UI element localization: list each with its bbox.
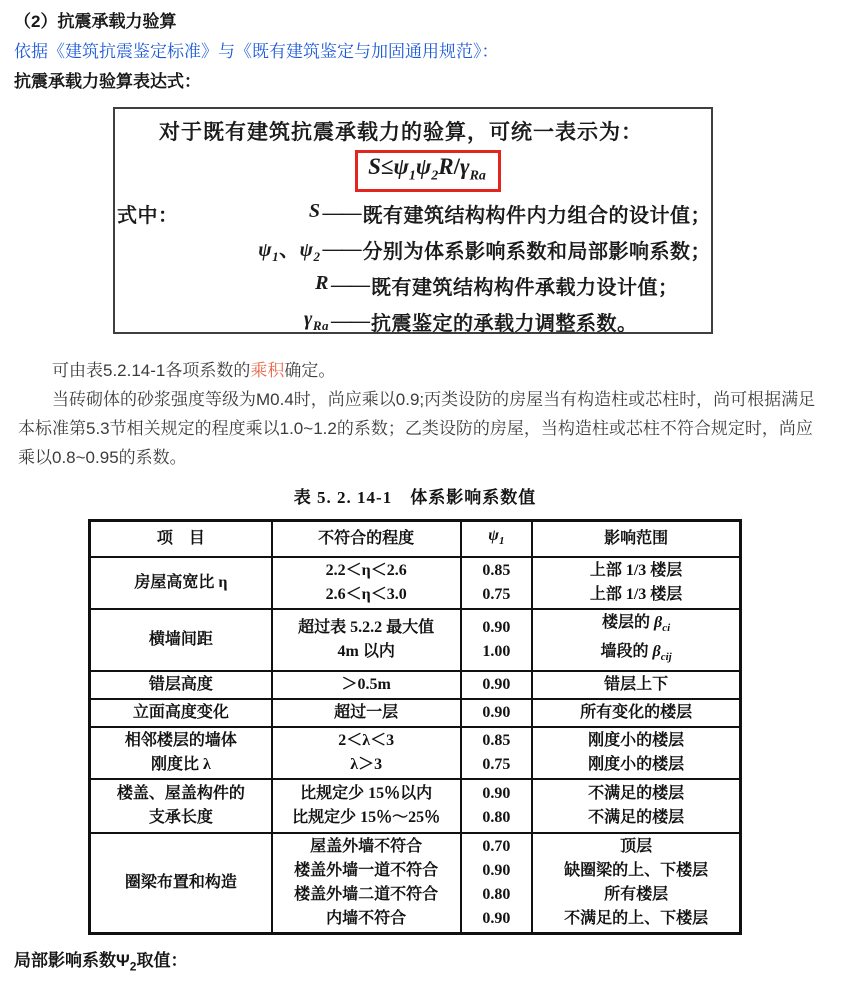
psi1-subscript: 1	[408, 168, 416, 184]
cell-item: 房屋高宽比 η	[90, 557, 272, 609]
table-header-row	[90, 521, 741, 557]
cell-psi: 0.90	[461, 699, 533, 727]
cell-degree: 比规定少 15％以内 比规定少 15％～25％	[272, 779, 461, 833]
cell-degree: 屋盖外墙不符合 楼盖外墙一道不符合 楼盖外墙二道不符合 内墙不符合	[272, 833, 461, 934]
def-description: 既有建筑结构构件承载力设计值；	[371, 276, 679, 299]
definition-term	[117, 272, 329, 298]
cell-range: 顶层 缺圈梁的上、下楼层 所有楼层 不满足的上、下楼层	[532, 833, 740, 934]
def-prefix: 式中：	[117, 204, 179, 227]
beta-symbol: β	[652, 642, 661, 660]
definition-term	[117, 308, 329, 334]
table-row	[90, 727, 741, 779]
cell-item: 错层高度	[90, 671, 272, 699]
cell-psi: 0.70 0.90 0.80 0.90	[461, 833, 533, 934]
beta-symbol: β	[654, 613, 663, 631]
reference-standards-line: 依据《建筑抗震鉴定标准》与《既有建筑鉴定与加固通用规范》：	[14, 42, 499, 61]
cell-degree: 2.2＜η＜2.6 2.6＜η＜3.0	[272, 557, 461, 609]
header-psi: $\psi_1$	[461, 521, 533, 557]
paragraph-mortar: 当砖砌体的砂浆强度等级为M0.4时，尚应乘以0.9;丙类设防的房屋当有构造柱或芯柱时，尚可根据满足本标准第5.3节相关规定的程度乘以1.0~1.2的系数；乙类设防的房屋，当构造柱或芯柱不符合规定时，尚应乘以0.8~0.95的系数。	[18, 390, 816, 467]
psi2-subscript: 2	[431, 168, 439, 184]
cell-degree: ＞0.5m	[272, 671, 461, 699]
cell-item: 圈梁布置和构造	[90, 833, 272, 934]
def-symbol: R	[315, 272, 329, 294]
cell-item: 横墙间距	[90, 609, 272, 671]
table-row	[90, 557, 741, 609]
def-symbol: S	[308, 200, 321, 222]
cell-range: 楼层的 $\beta_{ci}$ 墙段的 $\beta_{cij}$	[532, 609, 740, 671]
def-description: 抗震鉴定的承载力调整系数。	[371, 312, 638, 334]
table-row	[90, 833, 741, 934]
cell-psi: 0.90 1.00	[461, 609, 533, 671]
def-symbol: $\gamma_{Ra}$	[304, 308, 329, 333]
header-range: 影响范围	[532, 521, 740, 557]
gamma-symbol: γ	[459, 154, 470, 180]
definition-line	[117, 303, 711, 334]
formula-figure	[113, 107, 713, 334]
coefficient-table-section	[88, 486, 742, 935]
cell-degree: 超过表 5.2.2 最大值 4m 以内	[272, 609, 461, 671]
cell-item: 相邻楼层的墙体 刚度比 λ	[90, 727, 272, 779]
header-item: 项 目	[90, 521, 272, 557]
formula-red-frame	[355, 150, 501, 192]
psi1-symbol: ψ	[393, 154, 409, 180]
table-row	[90, 699, 741, 727]
expression-label: 抗震承载力验算表达式：	[14, 72, 201, 91]
body-paragraphs	[18, 356, 824, 472]
def-description: 分别为体系影响系数和局部影响系数；	[362, 240, 711, 263]
cell-degree: 超过一层	[272, 699, 461, 727]
cell-range: 刚度小的楼层 刚度小的楼层	[532, 727, 740, 779]
definition-line	[117, 231, 711, 267]
def-dash: ——	[322, 237, 361, 260]
slash: /	[453, 154, 460, 180]
cell-item: 立面高度变化	[90, 699, 272, 727]
definition-term	[117, 233, 321, 265]
formula-intro: 对于既有建筑抗震承载力的验算，可统一表示为：	[159, 120, 643, 144]
header-degree: 不符合的程度	[272, 521, 461, 557]
cell-item: 楼盖、屋盖构件的 支承长度	[90, 779, 272, 833]
cell-range: 上部 1/3 楼层 上部 1/3 楼层	[532, 557, 740, 609]
definition-line	[117, 267, 711, 303]
table-row	[90, 671, 741, 699]
def-description: 既有建筑结构构件内力组合的设计值；	[362, 204, 711, 227]
closing-heading: 局部影响系数$\Psi_2$取值：	[14, 950, 188, 974]
def-dash: ——	[322, 201, 361, 224]
cell-range: 所有变化的楼层	[532, 699, 740, 727]
def-symbol: $\psi_1$、$\psi_2$	[258, 239, 321, 264]
cell-range: 错层上下	[532, 671, 740, 699]
psi2-symbol: ψ	[415, 154, 432, 180]
capacity-symbol: R	[438, 154, 454, 180]
coefficient-table	[88, 519, 742, 935]
table-row	[90, 779, 741, 833]
def-dash: ——	[331, 309, 369, 332]
definition-term	[117, 199, 321, 228]
cell-psi: 0.90	[461, 671, 533, 699]
cell-psi: 0.85 0.75	[461, 727, 533, 779]
formula-lhs: S	[368, 154, 381, 180]
section-heading: （2）抗震承载力验算	[14, 12, 177, 31]
cell-degree: 2＜λ＜3 λ＞3	[272, 727, 461, 779]
table-row	[90, 609, 741, 671]
paragraph-product: 可由表5.2.14-1各项系数的乘积确定。	[52, 361, 336, 380]
def-dash: ——	[331, 273, 369, 296]
cell-psi: 0.90 0.80	[461, 779, 533, 833]
formula-row	[145, 147, 711, 195]
cell-psi: 0.85 0.75	[461, 557, 533, 609]
gamma-subscript: Ra	[469, 168, 486, 184]
highlight-product: 乘积	[250, 361, 285, 380]
cell-range: 不满足的楼层 不满足的楼层	[532, 779, 740, 833]
leq-symbol: ≤	[380, 154, 394, 180]
definition-line	[117, 195, 711, 231]
table-title: 表 5. 2. 14-1 体系影响系数值	[293, 488, 537, 507]
